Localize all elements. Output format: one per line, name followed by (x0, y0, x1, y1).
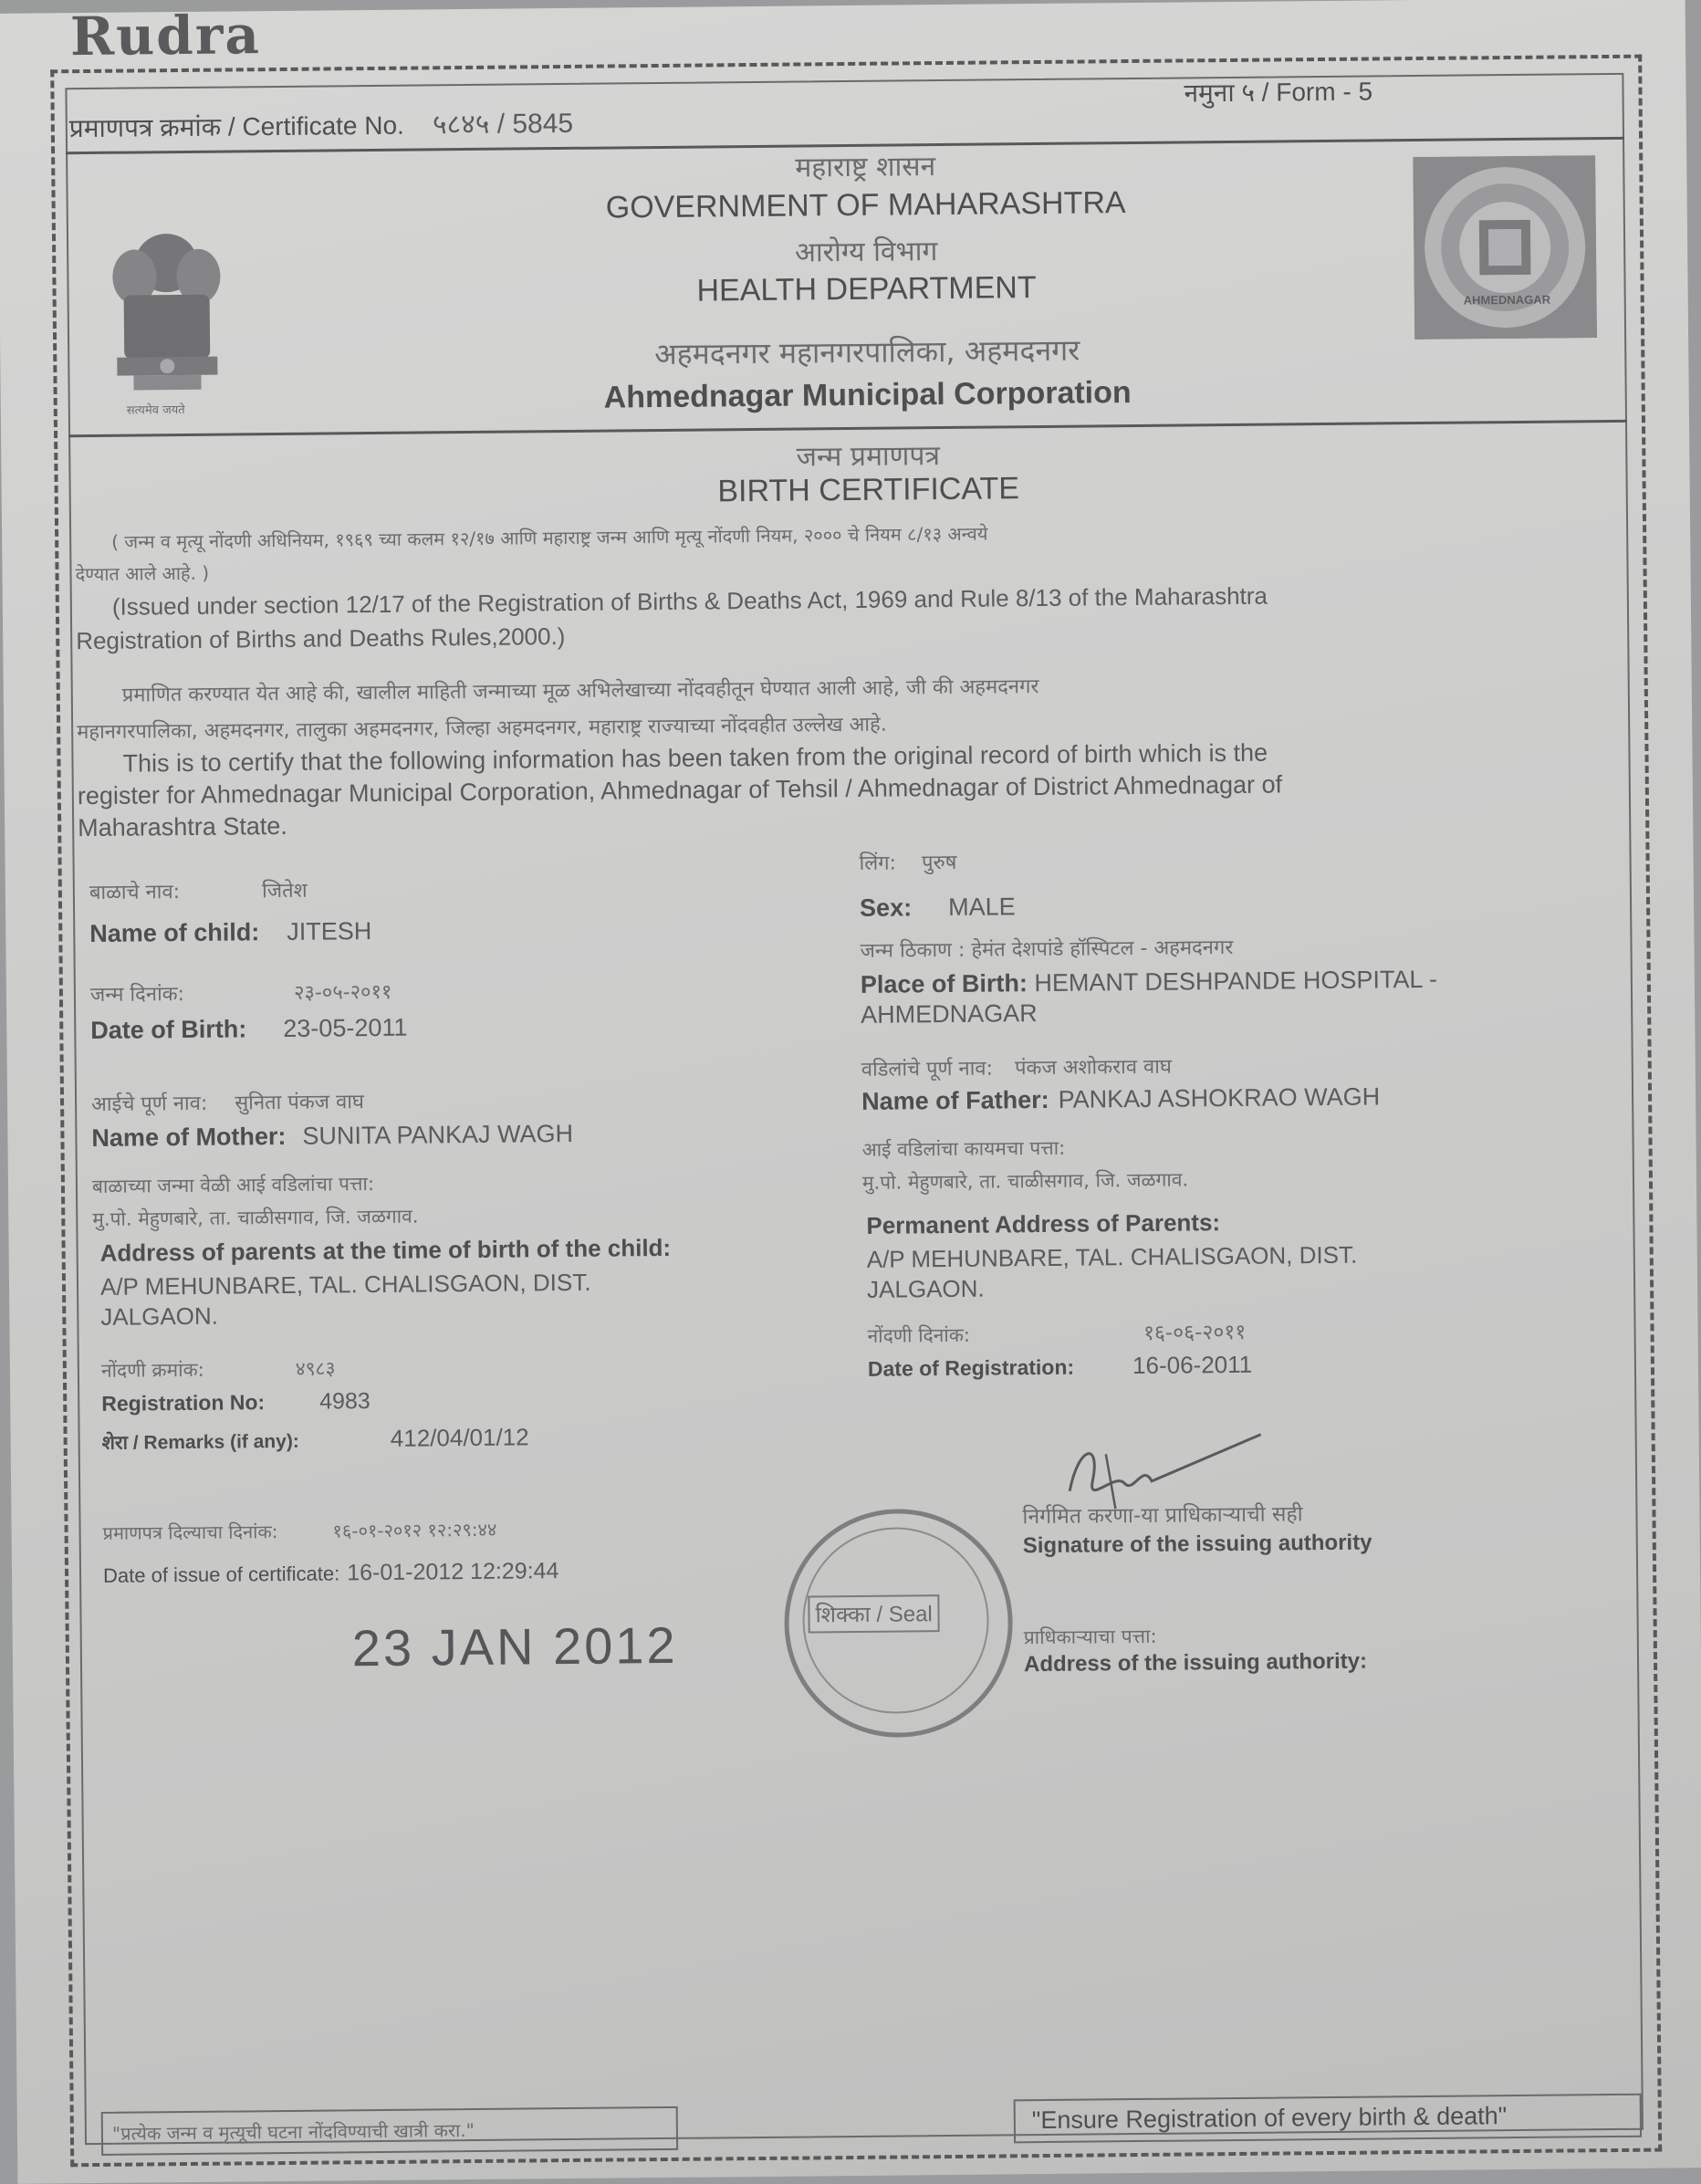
corp-title: Ahmednagar Municipal Corporation (603, 375, 1132, 415)
child-name: Name of child: JITESH (89, 917, 372, 948)
signature-label-marathi: निर्गमित करणा-या प्राधिकाऱ्याची सही (1022, 1502, 1303, 1530)
date-of-birth: Date of Birth: 23-05-2011 (90, 1013, 408, 1044)
reg-no-marathi: नोंदणी क्रमांक: ४९८३ (100, 1357, 336, 1382)
reg-date-marathi: नोंदणी दिनांक: १६-०६-२०११ (867, 1320, 1247, 1347)
certify-text-marathi: प्रमाणित करण्यात येत आहे की, खालील माहिती जन्माच्या मूळ अभिलेखाच्या नोंदवहीतून घेण्यात आली आहे, जी की अहमदनगर महानगरपालिका, अहमदनगर, तालुका अहमदनगर, जिल्हा अहमदनगर, महाराष्ट्र राज्याच्या नोंदवहीत उल्लेख आहे. (77, 675, 1039, 745)
handwritten-note: Rudra (69, 4, 262, 68)
sex-marathi: लिंग: पुरुष (859, 851, 957, 875)
sex: Sex: MALE (859, 893, 1016, 922)
dob-marathi: जन्म दिनांक: २३-०५-२०११ (89, 980, 392, 1008)
gov-title: GOVERNMENT OF MAHARASHTRA (605, 185, 1126, 225)
issue-date-marathi: प्रमाणपत्र दिल्याचा दिनांक: १६-०१-२०१२ १२:२९:४४ (102, 1518, 497, 1544)
certificate-number: प्रमाणपत्र क्रमांक / Certificate No. ५८४५ / 5845 (68, 108, 574, 143)
address-at-birth-marathi: बाळाच्या जन्मा वेळी आई वडिलांचा पत्ता: मु.पो. मेहुणबारे, ता. चाळीसगाव, जि. जळगाव. (91, 1173, 419, 1230)
form-label: नमुना ५ / Form - 5 (1184, 77, 1373, 108)
corp-title-marathi: अहमदनगर महानगरपालिका, अहमदनगर (654, 332, 1080, 372)
seal-text: AHMEDNAGAR (1463, 292, 1551, 308)
place-of-birth-marathi: जन्म ठिकाण : हेमंत देशपांडे हॉस्पिटल - अहमदनगर (860, 935, 1234, 963)
mother-name: Name of Mother: SUNITA PANKAJ WAGH (91, 1119, 574, 1152)
certificate-title: BIRTH CERTIFICATE (717, 471, 1020, 509)
child-name-marathi: बाळाचे नाव: जितेश (89, 879, 308, 905)
father-name-marathi: वडिलांचे पूर्ण नाव: पंकज अशोकराव वाघ (861, 1055, 1173, 1082)
issue-date: Date of issue of certificate: 16-01-2012 12:29:44 (102, 1558, 559, 1587)
municipal-seal-icon (1413, 155, 1597, 340)
registration-date: Date of Registration: 16-06-2011 (867, 1350, 1253, 1381)
issued-under-english: (Issued under section 12/17 of the Registration of Births & Deaths Act, 1969 and Rule 8/13 of the Maharashtra Registration of Births and Deaths Rules,2000.) (76, 581, 1268, 655)
seal-label: शिक्का / Seal (808, 1594, 940, 1633)
gov-title-marathi: महाराष्ट्र शासन (795, 151, 936, 184)
stamp-date: 23 JAN 2012 (351, 1615, 678, 1677)
signature-label: Signature of the issuing authority (1022, 1530, 1372, 1559)
father-name: Name of Father: PANKAJ ASHOKRAO WAGH (861, 1082, 1381, 1115)
certificate-title-marathi: जन्म प्रमाणपत्र (796, 440, 941, 474)
dept-title-marathi: आरोग्य विभाग (794, 235, 938, 269)
authority-address-label: Address of the issuing authority: (1023, 1648, 1368, 1677)
mother-name-marathi: आईचे पूर्ण नाव: सुनिता पंकज वाघ (90, 1091, 365, 1116)
permanent-address-marathi: आई वडिलांचा कायमचा पत्ता: मु.पो. मेहुणबारे, ता. चाळीसगाव, जि. जळगाव. (861, 1136, 1189, 1194)
certify-text-english: This is to certify that the following information has been taken from the original record of birth which is the register for Ahmednagar Municipal Corporation, Ahmednagar of Tehsil / Ahmednagar of District Ahmednagar of Maharashtra State. (77, 738, 1283, 842)
authority-address-marathi: प्राधिकाऱ्याचा पत्ता: (1023, 1625, 1157, 1649)
registration-number: Registration No: 4983 (101, 1388, 370, 1416)
state-emblem-icon (98, 221, 236, 423)
address-at-birth: Address of parents at the time of birth of the child: A/P MEHUNBARE, TAL. CHALISGAON, DIST. JALGAON. (99, 1233, 672, 1331)
place-of-birth: Place of Birth: HEMANT DESHPANDE HOSPITAL - AHMEDNAGAR (860, 965, 1438, 1029)
footer-marathi: "प्रत्येक जन्म व मृत्यूची घटना नोंदविण्याची खात्री करा." (111, 2119, 475, 2145)
permanent-address: Permanent Address of Parents: A/P MEHUNBARE, TAL. CHALISGAON, DIST. JALGAON. (866, 1208, 1358, 1303)
remarks: शेरा / Remarks (if any): 412/04/01/12 (101, 1423, 529, 1454)
dept-title: HEALTH DEPARTMENT (696, 270, 1037, 308)
footer-english: "Ensure Registration of every birth & death" (1031, 2102, 1508, 2135)
issued-under-marathi: ( जन्म व मृत्यू नोंदणी अधिनियम, १९६९ च्या कलम १२/१७ आणि महाराष्ट्र जन्म आणि मृत्यू नोंदणी नियम, २००० चे नियम ८/१३ अन्वये देण्यात आले आहे. ) (75, 522, 988, 586)
emblem-caption: सत्यमेव जयते (126, 402, 185, 418)
